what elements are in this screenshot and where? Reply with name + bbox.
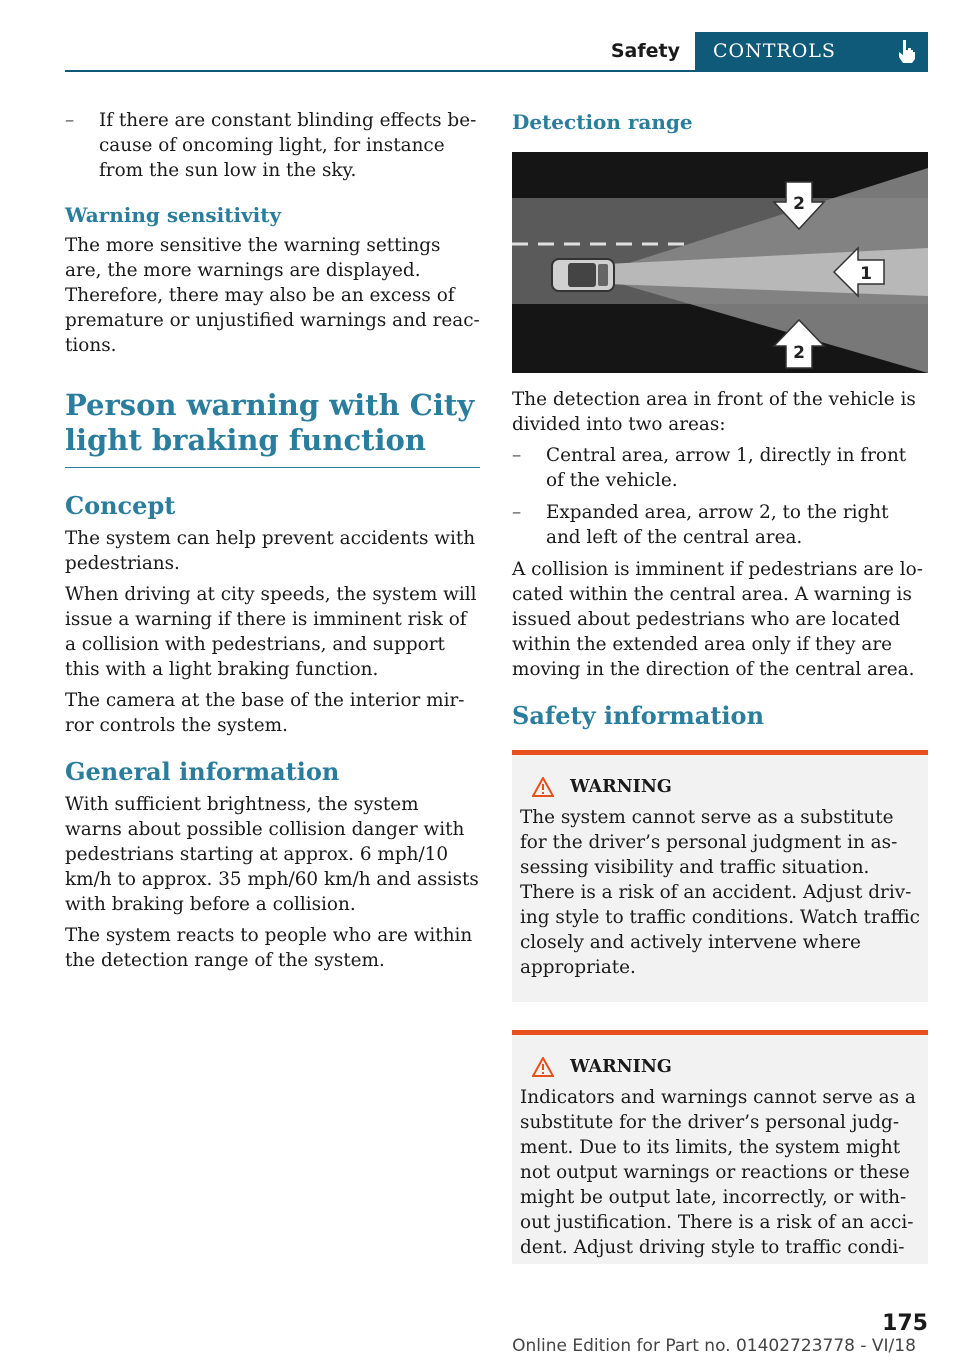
list-item: – Expanded area, arrow 2, to the right and left of the central area. xyxy=(512,502,889,548)
warning-title: WARNING xyxy=(570,777,672,797)
car-icon xyxy=(552,259,614,291)
concept-paragraph: When driving at city speeds, the system will issue a warning if there is imminent risk of a collision with pedestrians, and support this with a light braking function. xyxy=(65,584,477,680)
arrow-bottom-label: 2 xyxy=(793,343,805,363)
footer-edition: Online Edition for Part no. 01402723778 - VI/18 xyxy=(512,1336,916,1356)
concept-paragraph: The camera at the base of the interior mirror controls the system. xyxy=(65,690,465,736)
header-chapter-title: CONTROLS xyxy=(713,40,836,62)
list-item-text: Expanded area, arrow 2, to the right and left of the central area. xyxy=(546,502,889,548)
warning-sensitivity-heading: Warning sensitivity xyxy=(65,203,282,227)
left-column xyxy=(65,108,480,979)
right-column xyxy=(512,108,928,1264)
warning-box xyxy=(512,1030,928,1264)
pointing-hand-icon xyxy=(894,38,918,64)
detection-range-diagram xyxy=(512,152,928,373)
safety-information-heading: Safety information xyxy=(512,701,765,730)
general-paragraph: With sufficient brightness, the system warns about possible collision danger with pedestrians starting at approx. 6 mph/10 km/h to approx. 35 mph/60 km/h and assists with braking before a collision. xyxy=(65,794,479,915)
list-item-text: Central area, arrow 1, directly in front of the vehicle. xyxy=(546,445,907,491)
general-paragraph: The system reacts to people who are within the detection range of the system. xyxy=(65,925,473,971)
list-item: – Central area, arrow 1, directly in front of the vehicle. xyxy=(512,445,907,491)
page-number: 175 xyxy=(882,1311,928,1336)
general-information-heading: General information xyxy=(65,757,340,786)
list-item: – If there are constant blinding effects because of oncoming light, for instance from the sun low in the sky. xyxy=(65,110,477,181)
detection-intro: The detection area in front of the vehicle is divided into two areas: xyxy=(512,389,916,435)
arrow-top-label: 2 xyxy=(793,194,805,214)
concept-heading: Concept xyxy=(65,491,176,520)
warning-title: WARNING xyxy=(570,1057,672,1077)
warning-box xyxy=(512,750,928,1002)
header-chapter-box xyxy=(695,32,928,70)
warning-triangle-icon xyxy=(532,777,554,797)
concept-paragraph: The system can help prevent accidents with pedestrians. xyxy=(65,528,476,574)
detection-range-heading: Detection range xyxy=(512,110,693,134)
warning-sensitivity-text: The more sensitive the warning settings are, the more warnings are displayed. Therefore, there may also be an excess of premature or unjustified warnings and reactions. xyxy=(65,235,480,356)
list-item-text: If there are constant blinding effects because of oncoming light, for instance from the sun low in the sky. xyxy=(99,110,477,181)
arrow-center-label: 1 xyxy=(860,264,872,284)
chapter-heading: Person warning with City light braking function xyxy=(65,388,480,468)
detection-range-figure xyxy=(512,152,928,373)
header-section-title: Safety xyxy=(610,40,680,62)
page-header xyxy=(65,32,928,72)
collision-paragraph: A collision is imminent if pedestrians are located within the central area. A warning is issued about pedestrians who are located within the extended area only if they are moving in the direction of the central area. xyxy=(512,559,923,680)
warning-text: The system cannot serve as a substitute for the driver’s personal judgment in assessing visibility and traffic situation. There is a risk of an accident. Adjust driving style to traffic conditions. Watch traffic closely and actively intervene where appropriate. xyxy=(520,807,920,978)
warning-triangle-icon xyxy=(532,1057,554,1077)
warning-text: Indicators and warnings cannot serve as a substitute for the driver’s personal judgment. Due to its limits, the system might not output warnings or reactions or these might be output late, incorrectly, or without justification. There is a risk of an accident. Adjust driving style to traffic condi- xyxy=(520,1087,916,1258)
